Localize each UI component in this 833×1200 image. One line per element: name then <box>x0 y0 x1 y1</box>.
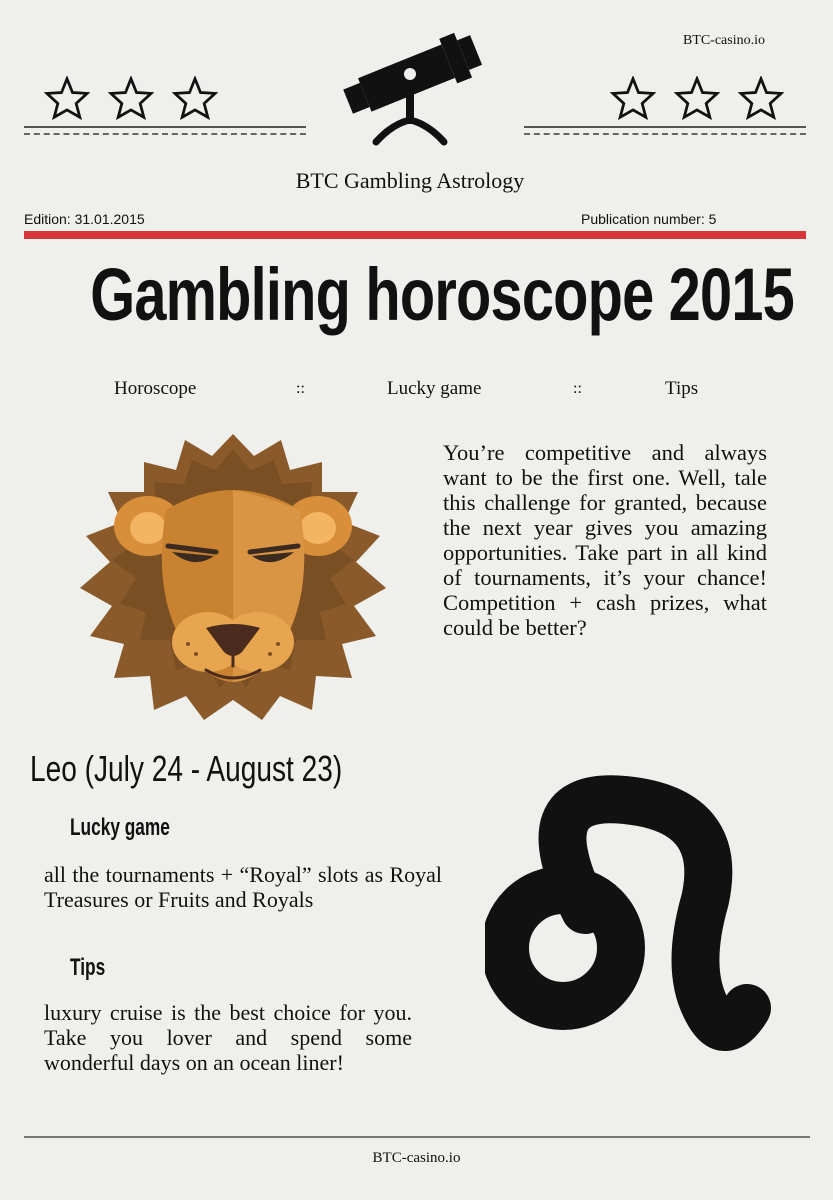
sign-title: Leo (July 24 - August 23) <box>30 748 343 789</box>
star-icon <box>674 76 720 120</box>
star-icon <box>108 76 154 120</box>
lucky-game-text: all the tournaments + “Royal” slots as Royal Treasures or Fruits and Royals <box>44 862 442 912</box>
divider <box>524 133 806 135</box>
publication-brand: BTC Gambling Astrology <box>295 168 525 193</box>
star-icon <box>738 76 784 120</box>
tips-text: luxury cruise is the best choice for you. Take you lover and spend some wonderful days on an ocean liner! <box>44 1000 412 1075</box>
site-name-top[interactable]: BTC-casino.io <box>682 33 765 48</box>
page-title: Gambling horoscope 2015 <box>90 253 794 336</box>
telescope-icon <box>330 8 490 148</box>
star-icon <box>610 76 656 120</box>
stars-left <box>44 76 218 120</box>
publication-number: Publication number: 5 <box>581 211 717 227</box>
divider <box>524 126 806 128</box>
nav-item-horoscope[interactable]: Horoscope <box>114 378 197 399</box>
nav-separator: :: <box>296 380 305 397</box>
divider <box>24 133 306 135</box>
tips-heading: Tips <box>70 954 106 981</box>
nav-item-tips[interactable]: Tips <box>665 378 699 399</box>
lion-illustration <box>76 430 390 720</box>
star-icon <box>172 76 218 120</box>
edition-date: Edition: 31.01.2015 <box>24 211 145 227</box>
red-divider <box>24 231 806 239</box>
lucky-game-heading: Lucky game <box>70 814 170 841</box>
intro-paragraph: You’re competitive and always want to be the first one. Well, tale this challenge for granted, because the next year gives you amazing opportunities. Take part in all kind of tournaments, it’s your chance! Competition + cash prizes, what could be better? <box>443 440 767 640</box>
divider <box>24 126 306 128</box>
footer-divider <box>24 1136 810 1138</box>
nav-item-lucky-game[interactable]: Lucky game <box>387 378 482 399</box>
stars-right <box>610 76 784 120</box>
nav-separator: :: <box>573 380 582 397</box>
leo-symbol-icon <box>485 770 775 1100</box>
site-name-bottom[interactable]: BTC-casino.io <box>372 1150 461 1166</box>
star-icon <box>44 76 90 120</box>
